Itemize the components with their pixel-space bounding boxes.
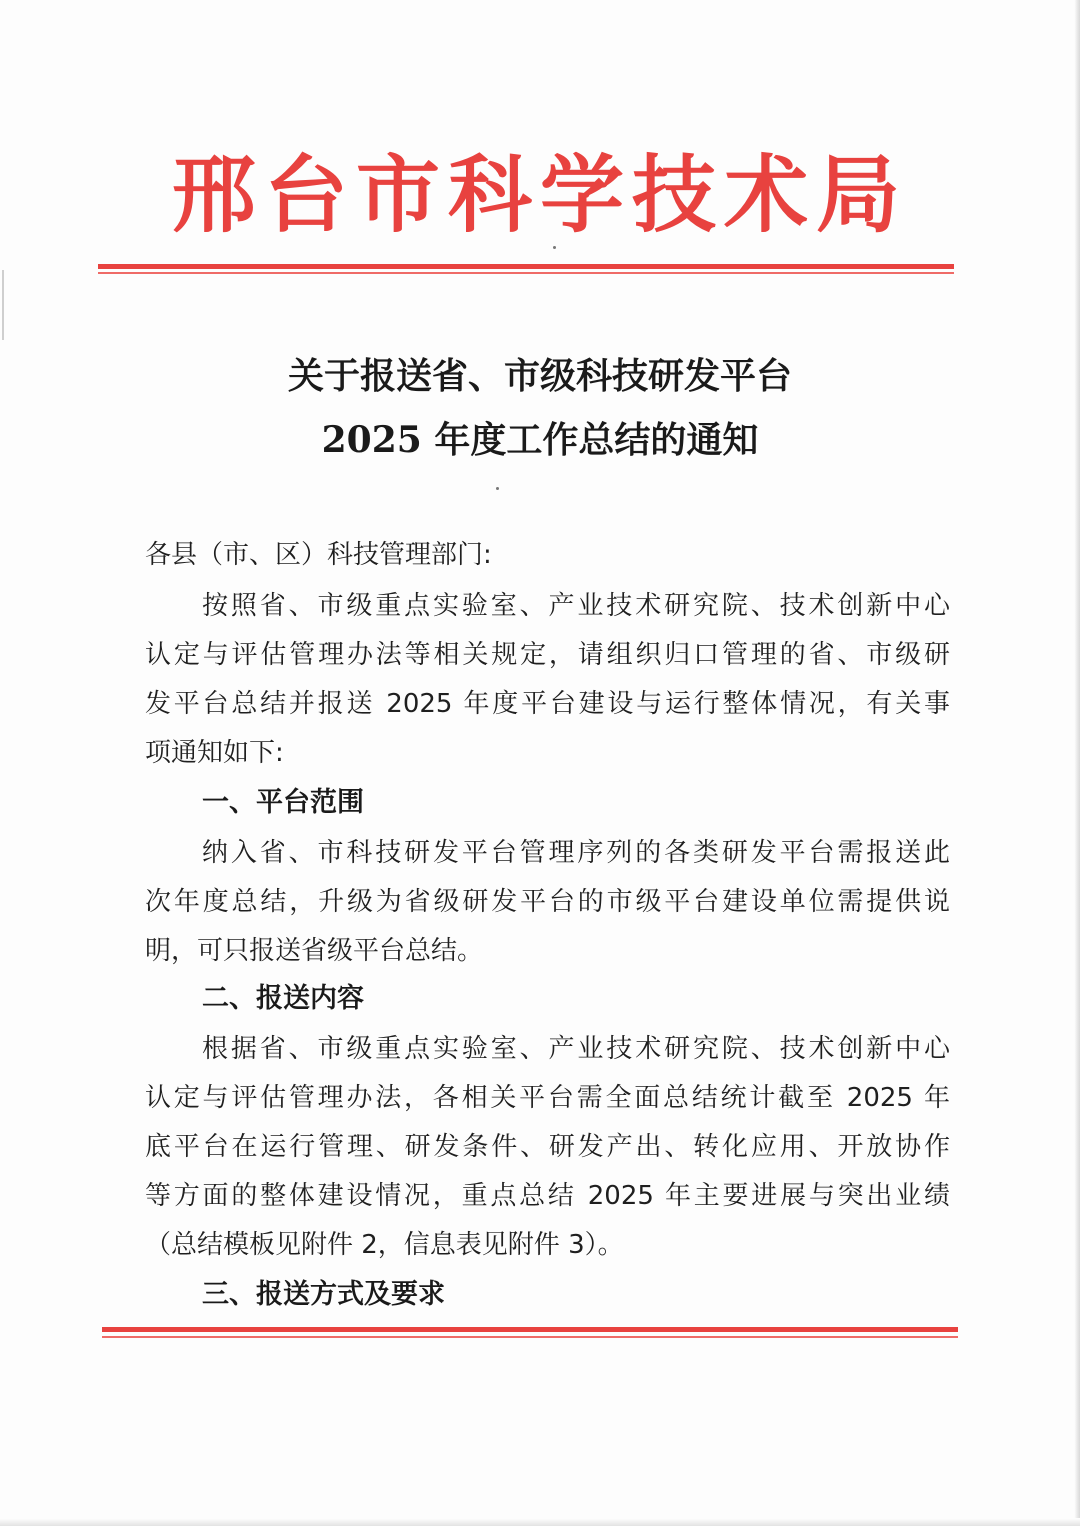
footer-red-rule	[102, 1327, 958, 1332]
letterhead-red-rule	[98, 264, 954, 269]
section-2-line-2: 认定与评估管理办法，各相关平台需全面总结统计截至 2025 年	[145, 1083, 950, 1113]
scan-speck	[496, 487, 499, 490]
letterhead-org-name: 邢台市科学技术局	[171, 145, 908, 244]
scan-edge-right	[1074, 0, 1080, 1526]
section-1-line-2: 次年度总结，升级为省级研发平台的市级平台建设单位需提供说	[145, 887, 950, 917]
section-2-line-4: 等方面的整体建设情况，重点总结 2025 年主要进展与突出业绩	[145, 1181, 950, 1211]
section-1-heading: 一、平台范围	[202, 787, 364, 818]
scan-edge-bottom	[0, 1518, 1080, 1526]
scan-speck	[553, 246, 556, 249]
section-3-heading: 三、报送方式及要求	[202, 1279, 445, 1310]
letterhead-red-rule-thin	[98, 272, 954, 274]
section-1-line-3: 明，可只报送省级平台总结。	[145, 936, 484, 966]
section-2-line-5: （总结模板见附件 2，信息表见附件 3）。	[145, 1230, 624, 1260]
intro-line-4: 项通知如下:	[145, 738, 284, 768]
salutation: 各县（市、区）科技管理部门:	[145, 540, 492, 570]
footer-red-rule-thin	[102, 1336, 958, 1338]
intro-line-3: 发平台总结并报送 2025 年度平台建设与运行整体情况，有关事	[145, 689, 950, 719]
section-2-line-1: 根据省、市级重点实验室、产业技术研究院、技术创新中心	[202, 1034, 950, 1064]
section-2-line-3: 底平台在运行管理、研发条件、研发产出、转化应用、开放协作	[145, 1132, 950, 1162]
section-1-line-1: 纳入省、市科技研发平台管理序列的各类研发平台需报送此	[202, 838, 950, 868]
notice-title-line-1: 关于报送省、市级科技研发平台	[287, 355, 792, 397]
scan-edge-mark	[2, 270, 4, 340]
intro-line-1: 按照省、市级重点实验室、产业技术研究院、技术创新中心	[202, 591, 950, 621]
section-2-heading: 二、报送内容	[202, 983, 364, 1014]
notice-title-line-2: 2025 年度工作总结的通知	[321, 419, 759, 461]
intro-line-2: 认定与评估管理办法等相关规定，请组织归口管理的省、市级研	[145, 640, 950, 670]
